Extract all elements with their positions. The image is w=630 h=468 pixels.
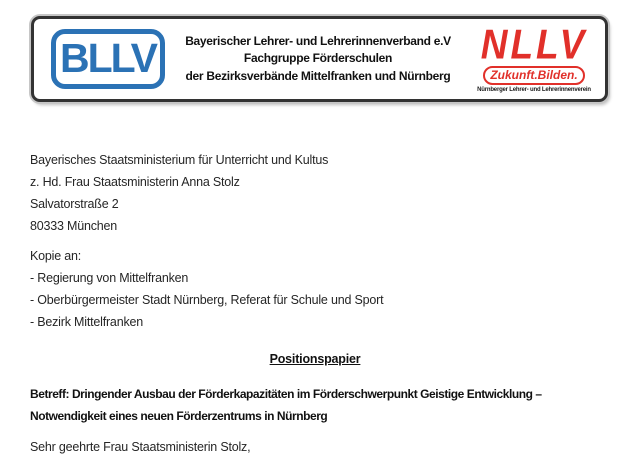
recipient-line: z. Hd. Frau Staatsministerin Anna Stolz bbox=[30, 175, 240, 189]
recipient-line: Salvatorstraße 2 bbox=[30, 197, 119, 211]
document-heading: Positionspapier bbox=[269, 352, 361, 366]
copy-item: - Bezirk Mittelfranken bbox=[30, 315, 143, 329]
subject-block bbox=[30, 383, 542, 427]
organization-title bbox=[165, 33, 471, 86]
copy-label: Kopie an: bbox=[30, 249, 82, 263]
copy-item: - Regierung von Mittelfranken bbox=[30, 271, 189, 285]
recipient-line: 80333 München bbox=[30, 219, 118, 233]
bllv-logo bbox=[51, 29, 165, 89]
letterhead bbox=[31, 16, 608, 102]
salutation: Sehr geehrte Frau Staatsministerin Stolz, bbox=[30, 440, 251, 454]
copy-recipients bbox=[30, 245, 383, 333]
subject-line: Betreff: Dringender Ausbau der Förderkapazitäten im Förderschwerpunkt Geistige Entwicklung – bbox=[30, 387, 542, 401]
nllv-subline: Nürnberger Lehrer- und Lehrerinnenverein bbox=[477, 87, 591, 93]
bllv-logo-text: BLLV bbox=[59, 34, 156, 81]
nllv-tagline: Zukunft.Bilden. bbox=[483, 66, 584, 85]
subject-line: Notwendigkeit eines neuen Förderzentrums in Nürnberg bbox=[30, 409, 328, 423]
nllv-logo-text: NLLV bbox=[480, 21, 588, 68]
recipient-line: Bayerisches Staatsministerium für Unterricht und Kultus bbox=[30, 153, 329, 167]
recipient-address bbox=[30, 149, 328, 237]
organization-department: Fachgruppe Förderschulen bbox=[243, 51, 393, 66]
organization-name: Bayerischer Lehrer- und Lehrerinnenverband e.V bbox=[185, 33, 451, 48]
nllv-logo bbox=[471, 21, 597, 93]
organization-districts: der Bezirksverbände Mittelfranken und Nürnberg bbox=[185, 68, 451, 83]
copy-item: - Oberbürgermeister Stadt Nürnberg, Referat für Schule und Sport bbox=[30, 293, 384, 307]
